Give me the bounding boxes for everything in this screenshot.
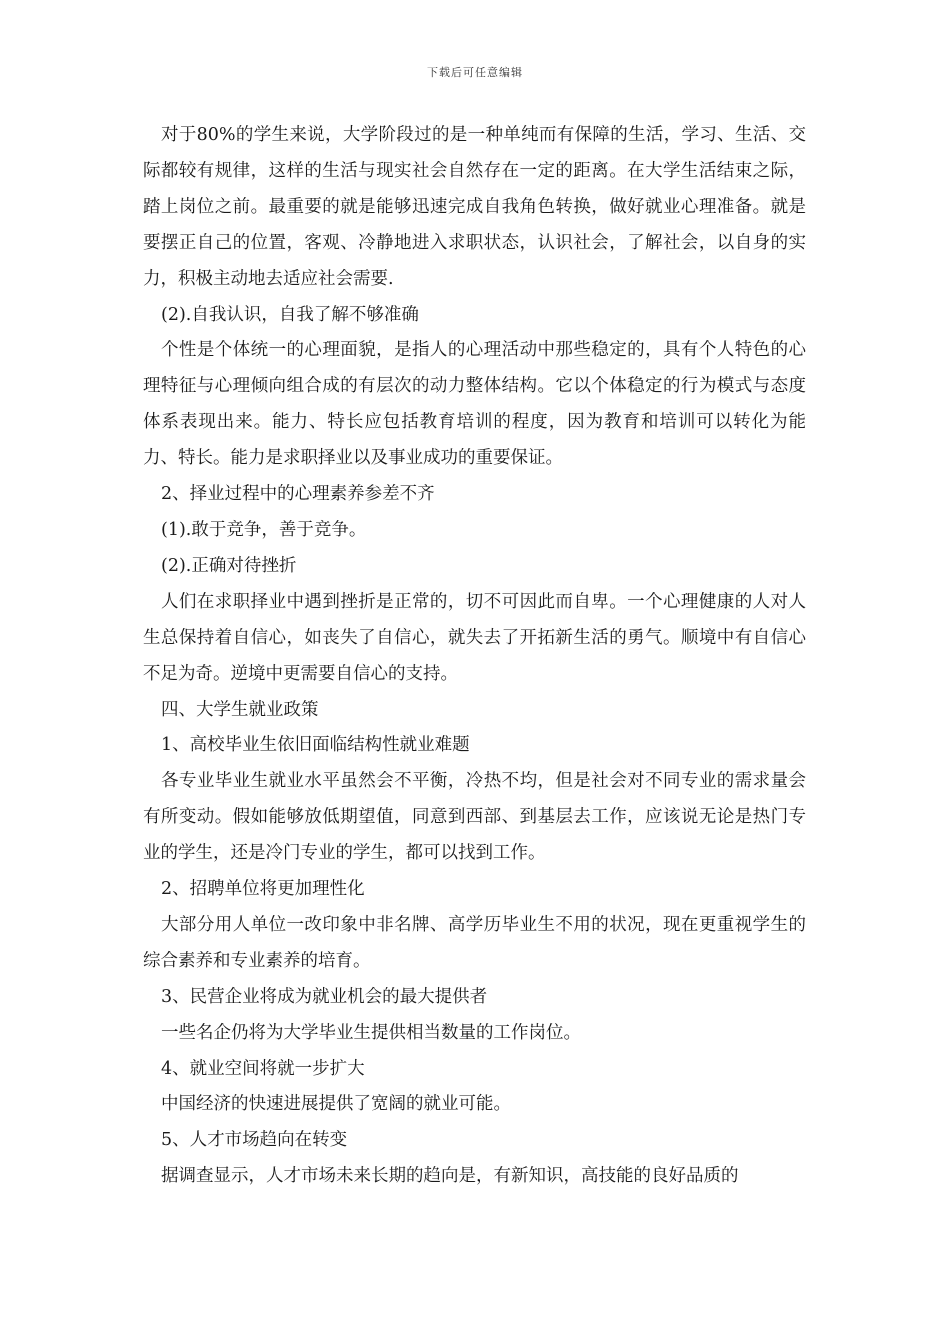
page-header: 下载后可任意编辑 — [427, 66, 523, 79]
paragraph-talent-market: 据调查显示，人才市场未来长期的趋向是，有新知识，高技能的良好品质的 — [161, 1166, 739, 1187]
policy-heading-1: 1、高校毕业生依旧面临结构性就业难题 — [161, 735, 470, 756]
paragraph-student-life: 对于80%的学生来说，大学阶段过的是一种单纯而有保障的生活，学习、生活、交际都较有规律，这样的生活与现实社会自然存在一定的距离。在大学生活结束之际，踏上岗位之前。最重要的就是能够迅速完成自我角色转换，做好就业心理准备。就是要摆正自己的位置，客观、冷静地进入求职状态，认识社会，了解社会，以自身的实力，积极主动地去适应社会需要. — [143, 125, 806, 289]
section-heading-psychological-quality: 2、择业过程中的心理素养参差不齐 — [161, 484, 435, 505]
paragraph-private-enterprises: 一些名企仍将为大学毕业生提供相当数量的工作岗位。 — [161, 1022, 581, 1043]
paragraph-majors-demand: 各专业毕业生就业水平虽然会不平衡，冷热不均，但是社会对不同专业的需求量会有所变动。假如能够放低期望值，同意到西部、到基层去工作，应该说无论是热门专业的学生，还是冷门专业的学生，都可以找到工作。 — [143, 771, 806, 864]
subheading-setbacks: (2).正确对待挫折 — [161, 555, 297, 576]
subheading-competition: (1).敢于竞争，善于竞争。 — [161, 519, 367, 540]
section-heading-employment-policy: 四、大学生就业政策 — [161, 699, 319, 720]
document-body — [143, 118, 806, 1195]
policy-heading-4: 4、就业空间将就一步扩大 — [161, 1058, 365, 1079]
subheading-self-awareness: (2).自我认识，自我了解不够准确 — [161, 304, 419, 325]
paragraph-employers: 大部分用人单位一改印象中非名牌、高学历毕业生不用的状况，现在更重视学生的综合素养和专业素养的培育。 — [143, 914, 806, 971]
paragraph-confidence: 人们在求职择业中遇到挫折是正常的，切不可因此而自卑。一个心理健康的人对人生总保持着自信心，如丧失了自信心，就失去了开拓新生活的勇气。顺境中有自信心不足为奇。逆境中更需要自信心的支持。 — [143, 591, 806, 684]
policy-heading-2: 2、招聘单位将更加理性化 — [161, 879, 365, 900]
policy-heading-5: 5、人才市场趋向在转变 — [161, 1130, 348, 1151]
policy-heading-3: 3、民营企业将成为就业机会的最大提供者 — [161, 986, 488, 1007]
paragraph-personality: 个性是个体统一的心理面貌，是指人的心理活动中那些稳定的，具有个人特色的心理特征与心理倾向组合成的有层次的动力整体结构。它以个体稳定的行为模式与态度体系表现出来。能力、特长应包括教育培训的程度，因为教育和培训可以转化为能力、特长。能力是求职择业以及事业成功的重要保证。 — [143, 340, 806, 469]
paragraph-economy: 中国经济的快速进展提供了宽阔的就业可能。 — [161, 1094, 511, 1115]
